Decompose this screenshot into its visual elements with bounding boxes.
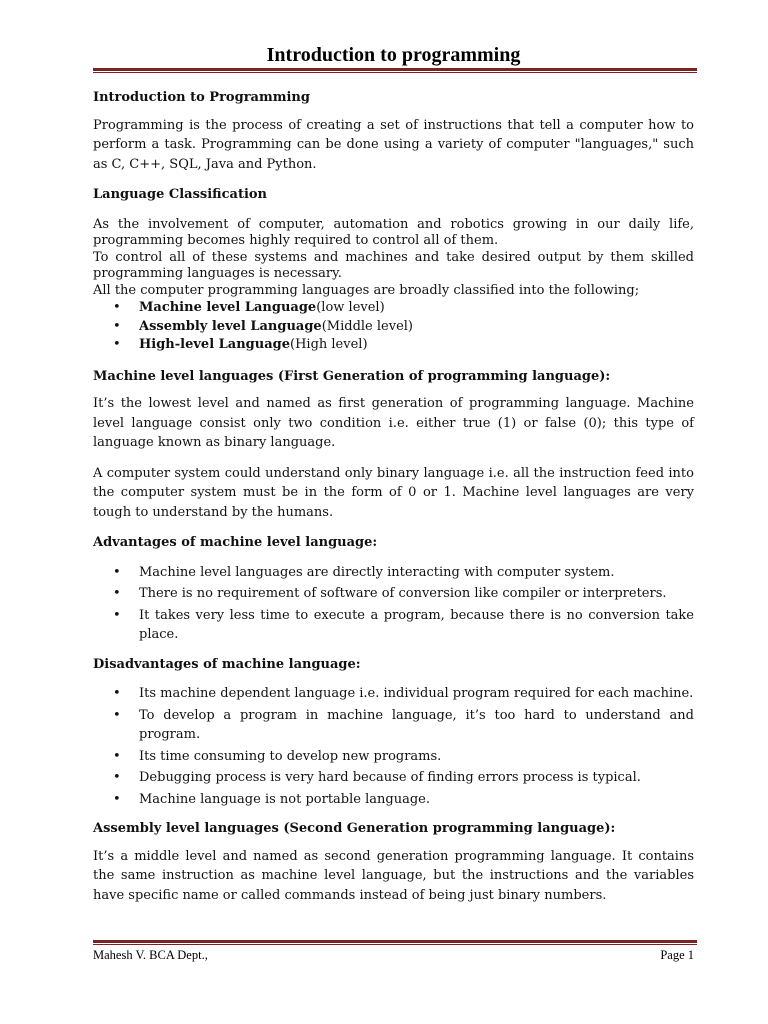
list-item: • Its time consuming to develop new programs. [93, 747, 694, 767]
bullet-icon: • [113, 564, 121, 580]
list-item: • It takes very less time to execute a program, because there is no conversion take place. [113, 607, 694, 642]
bullet-icon: • [113, 586, 121, 601]
disadvantages-heading: Disadvantages of machine language: [93, 656, 361, 672]
bullet-icon: • [113, 318, 121, 334]
list-item: • Machine level languages are directly interacting with computer system. [93, 563, 694, 583]
list-item: • There is no requirement of software of conversion like compiler or interpreters. [93, 584, 694, 604]
advantages-list [93, 563, 694, 645]
machine-heading: Machine level languages (First Generation of programming language): [93, 368, 611, 384]
bullet-icon: • [113, 707, 121, 723]
list-item: • To develop a program in machine language, it’s too hard to understand and program. [113, 707, 694, 742]
bullet-icon: • [113, 300, 121, 315]
footer-rule [93, 940, 697, 945]
footer-page-number: Page 1 [660, 948, 694, 962]
header-rule [93, 68, 697, 73]
list-item: • Machine language is not portable language. [93, 790, 694, 810]
list-item: • Assembly level Language(Middle level) [93, 318, 694, 337]
bullet-icon: • [113, 770, 121, 785]
advantages-heading: Advantages of machine level language: [93, 535, 378, 550]
list-item: • Debugging process is very hard because of finding errors process is typical. [93, 768, 694, 788]
classification-paragraph-1: As the involvement of computer, automation and robotics growing in our daily life, programming becomes highly required to control all of them. [93, 216, 694, 248]
intro-paragraph: Programming is the process of creating a set of instructions that tell a computer how to perform a task. Programming can be done using a variety of computer "languages," such as C, C++, SQL, Java and Python. [93, 117, 694, 172]
document-body [93, 88, 694, 916]
document-page [93, 0, 694, 1024]
bullet-icon: • [113, 686, 121, 701]
machine-paragraph-1: It’s the lowest level and named as first generation of programming language. Machine level language consist only two condition i.e. either true (1) or false (0); this type of language known as binary language. [93, 396, 694, 450]
assembly-heading: Assembly level languages (Second Generation programming language): [93, 821, 616, 836]
bullet-icon: • [113, 791, 121, 807]
list-item: • Machine level Language(low level) [93, 299, 694, 318]
bullet-icon: • [113, 607, 121, 623]
assembly-paragraph: It’s a middle level and named as second generation programming language. It contains the same instruction as machine level language, but the instructions and the variables have specific name or called commands instead of being just binary numbers. [93, 848, 694, 903]
classification-heading: Language Classification [93, 187, 268, 202]
classification-paragraph-2: To control all of these systems and machines and take desired output by them skilled programming languages is necessary. [93, 249, 694, 281]
machine-paragraph-2: A computer system could understand only binary language i.e. all the instruction feed into the computer system must be in the form of 0 or 1. Machine level languages are very tough to understand by the humans. [93, 465, 694, 520]
classification-paragraph-3: All the computer programming languages are broadly classified into the following; [93, 282, 640, 298]
classification-list [93, 299, 694, 355]
disadvantages-list [93, 684, 694, 809]
page-title: Introduction to programming [266, 44, 521, 66]
list-item: • Its machine dependent language i.e. individual program required for each machine. [93, 684, 694, 704]
footer-author: Mahesh V. BCA Dept., [93, 948, 208, 962]
list-item: • High-level Language(High level) [93, 336, 694, 355]
bullet-icon: • [113, 748, 121, 764]
bullet-icon: • [113, 337, 121, 352]
intro-heading: Introduction to Programming [93, 90, 310, 105]
